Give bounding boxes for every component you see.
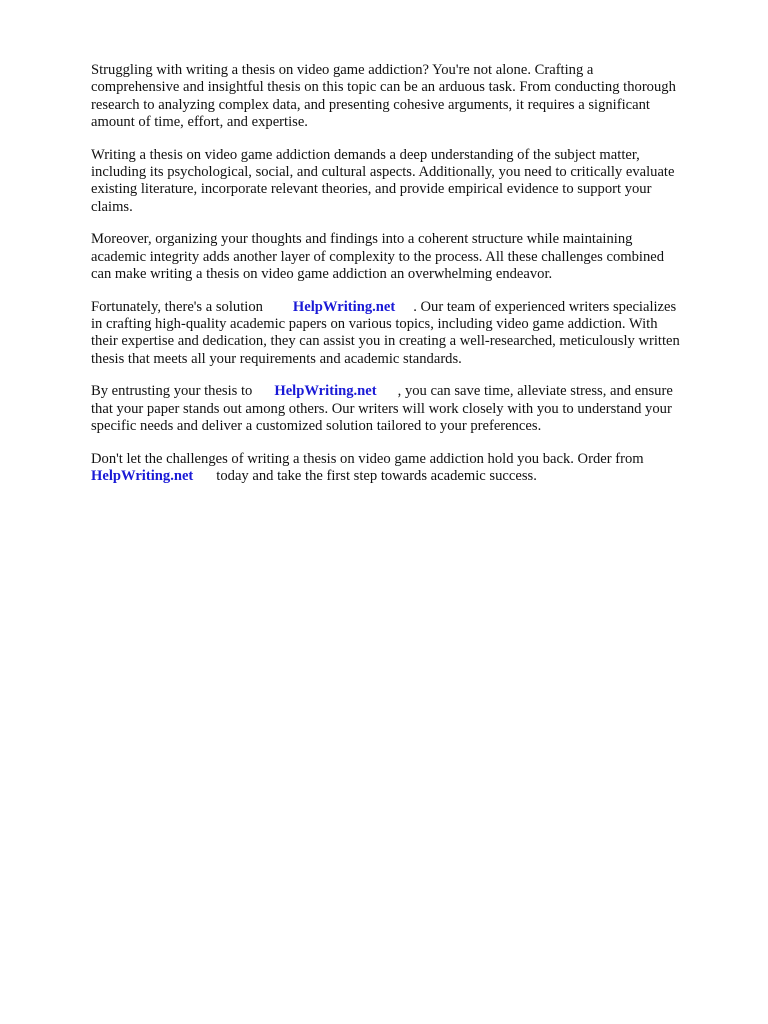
paragraph-solution-rest: . Our team of experienced writers specializes in crafting high-quality academic papers on various topics, including video game addiction. With their expertise and dedication, they can assist you in creating a well-researched, meticulously written thesis that meets all your requirements and academic standards. xyxy=(91,298,680,367)
paragraph-requirements: Writing a thesis on video game addiction demands a deep understanding of the subject matter, including its psychological, social, and cultural aspects. Additionally, you need to critically evaluate existing literature, incorporate relevant theories, and provide empirical evidence to support your claims. xyxy=(91,146,675,215)
paragraph-benefits xyxy=(91,383,731,435)
paragraph-cta-rest: today and take the first step towards academic success. xyxy=(216,468,537,485)
paragraph-benefits-rest: , you can save time, alleviate stress, and ensure that your paper stands out among others. Our writers will work closely with you to understand your specific needs and deliver a customized solution tailored to your preferences. xyxy=(91,383,673,435)
paragraph-call-to-action xyxy=(91,451,731,486)
paragraph-benefits-lead: By entrusting your thesis to xyxy=(91,383,253,400)
paragraph-cta-lead: Don't let the challenges of writing a thesis on video game addiction hold you back. Order from xyxy=(91,450,644,467)
paragraph-solution-lead: Fortunately, there's a solution xyxy=(91,298,263,315)
document-page xyxy=(91,62,731,501)
paragraph-solution xyxy=(91,299,731,368)
helpwriting-link-3[interactable]: HelpWriting.net xyxy=(91,468,194,485)
paragraph-complexity: Moreover, organizing your thoughts and findings into a coherent structure while maintaining academic integrity adds another layer of complexity to the process. All these challenges combined can make writing a thesis on video game addiction an overwhelming endeavor. xyxy=(91,231,665,282)
helpwriting-link-1[interactable]: HelpWriting.net xyxy=(292,298,396,315)
paragraph-intro: Struggling with writing a thesis on video game addiction? You're not alone. Crafting a comprehensive and insightful thesis on this topic can be an arduous task. From conducting thorough research to analyzing complex data, and presenting cohesive arguments, it requires a significant amount of time, effort, and expertise. xyxy=(91,62,676,130)
helpwriting-link-2[interactable]: HelpWriting.net xyxy=(274,383,377,400)
